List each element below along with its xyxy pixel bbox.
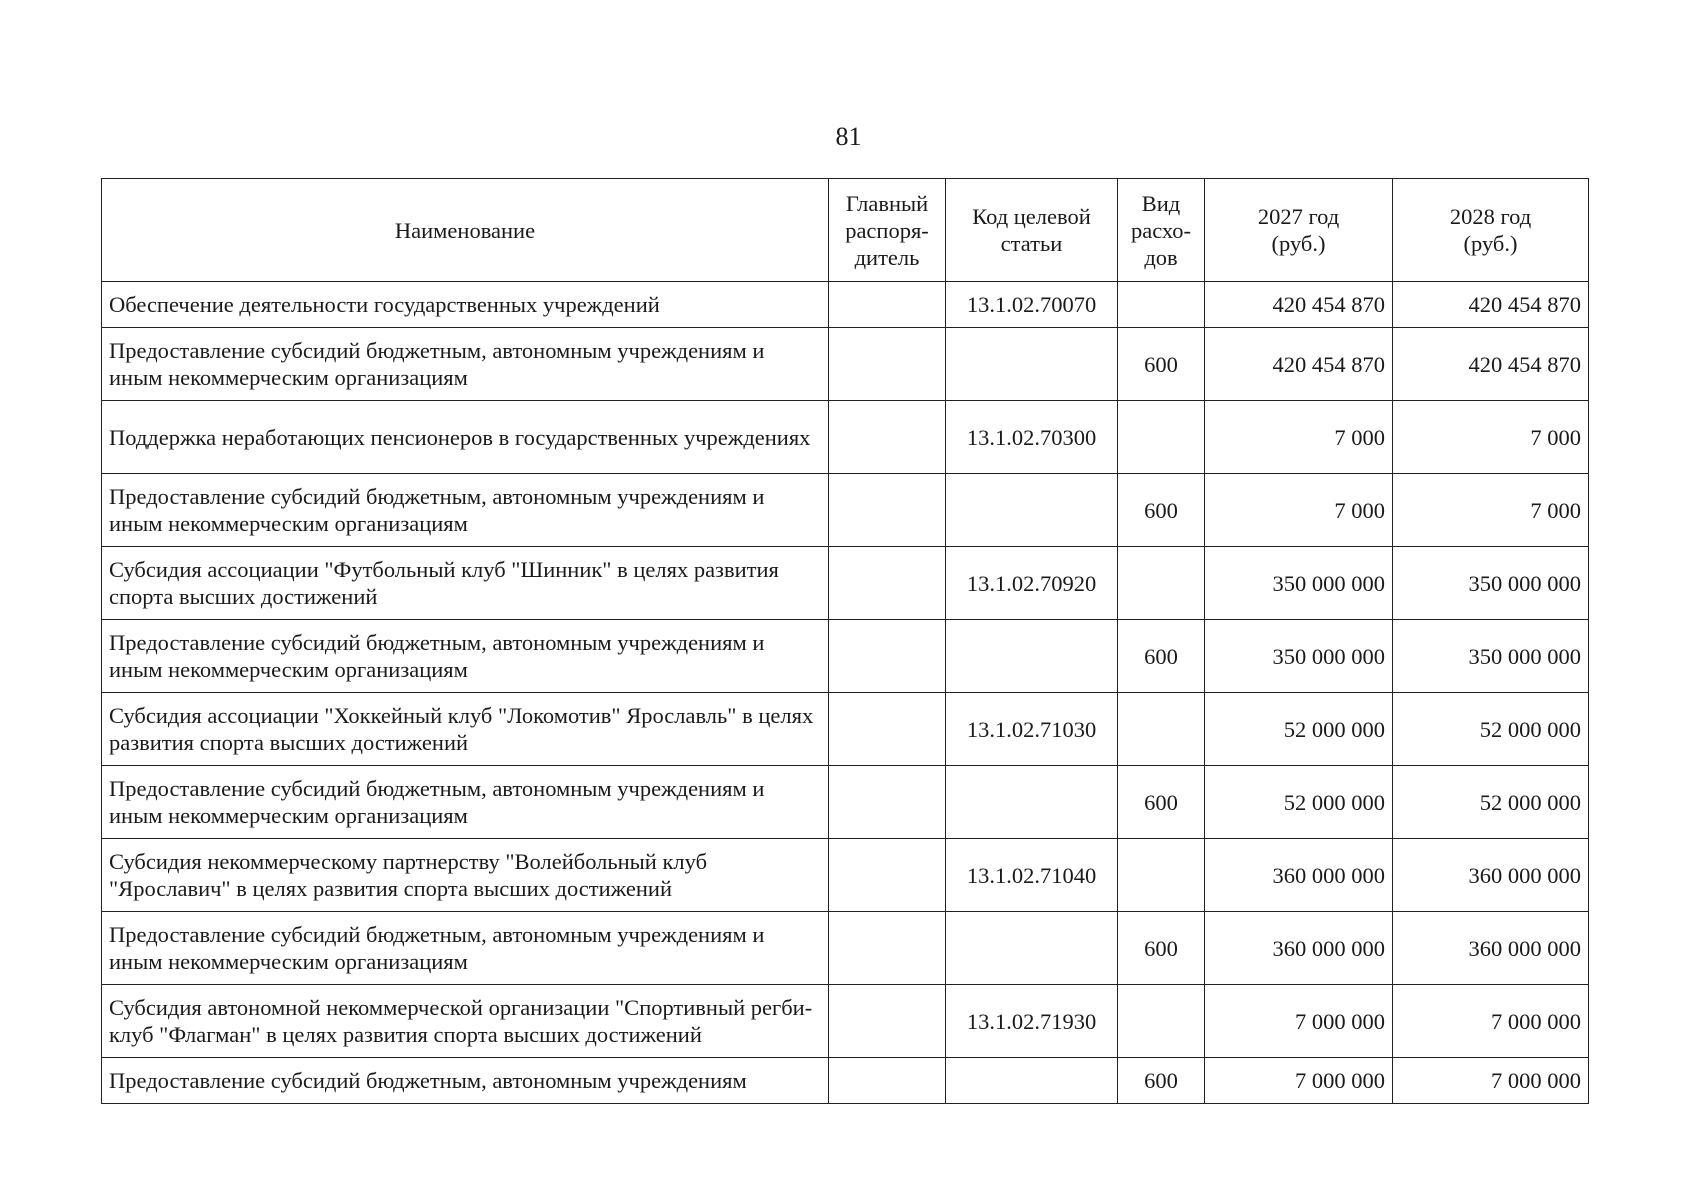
cell-name: Предоставление субсидий бюджетным, автономным учреждениям и иным некоммерческим организациям: [102, 474, 829, 547]
cell-name: Субсидия ассоциации "Хоккейный клуб "Локомотив" Ярославль" в целях развития спорта высших достижений: [102, 693, 829, 766]
cell-code: 13.1.02.70070: [946, 282, 1118, 328]
table-row: [102, 282, 1589, 328]
cell-name: Субсидия некоммерческому партнерству "Волейбольный клуб "Ярославич" в целях развития спорта высших достижений: [102, 839, 829, 912]
cell-type: 600: [1118, 766, 1205, 839]
header-code: Код целевой статьи: [946, 179, 1118, 282]
table-row: [102, 839, 1589, 912]
cell-manager: [829, 1058, 946, 1104]
cell-2027: 360 000 000: [1205, 839, 1393, 912]
cell-code: 13.1.02.71030: [946, 693, 1118, 766]
cell-manager: [829, 839, 946, 912]
cell-2027: 350 000 000: [1205, 547, 1393, 620]
table-row: [102, 547, 1589, 620]
table-row: [102, 693, 1589, 766]
cell-2028: 350 000 000: [1393, 620, 1589, 693]
cell-code: [946, 1058, 1118, 1104]
cell-code: [946, 328, 1118, 401]
header-2027: 2027 год (руб.): [1205, 179, 1393, 282]
header-2028: 2028 год (руб.): [1393, 179, 1589, 282]
cell-code: 13.1.02.70920: [946, 547, 1118, 620]
cell-2028: 7 000 000: [1393, 1058, 1589, 1104]
cell-2028: 360 000 000: [1393, 912, 1589, 985]
cell-code: 13.1.02.71040: [946, 839, 1118, 912]
page-number: 81: [835, 122, 862, 151]
cell-2028: 420 454 870: [1393, 328, 1589, 401]
cell-2028: 420 454 870: [1393, 282, 1589, 328]
cell-2028: 52 000 000: [1393, 693, 1589, 766]
cell-2027: 420 454 870: [1205, 328, 1393, 401]
cell-2027: 52 000 000: [1205, 693, 1393, 766]
cell-2027: 350 000 000: [1205, 620, 1393, 693]
cell-code: 13.1.02.70300: [946, 401, 1118, 474]
table-row: [102, 474, 1589, 547]
cell-manager: [829, 620, 946, 693]
cell-2027: 7 000 000: [1205, 985, 1393, 1058]
cell-manager: [829, 282, 946, 328]
cell-name: Предоставление субсидий бюджетным, автономным учреждениям и иным некоммерческим организациям: [102, 328, 829, 401]
cell-manager: [829, 693, 946, 766]
cell-name: Поддержка неработающих пенсионеров в государственных учреждениях: [102, 401, 829, 474]
cell-2027: 7 000: [1205, 401, 1393, 474]
cell-type: 600: [1118, 1058, 1205, 1104]
cell-2027: 420 454 870: [1205, 282, 1393, 328]
cell-manager: [829, 766, 946, 839]
cell-name: Предоставление субсидий бюджетным, автономным учреждениям: [102, 1058, 829, 1104]
header-name: Наименование: [102, 179, 829, 282]
table-row: [102, 401, 1589, 474]
cell-type: 600: [1118, 912, 1205, 985]
cell-2028: 7 000: [1393, 474, 1589, 547]
cell-2027: 7 000: [1205, 474, 1393, 547]
cell-manager: [829, 912, 946, 985]
cell-code: [946, 620, 1118, 693]
cell-name: Предоставление субсидий бюджетным, автономным учреждениям и иным некоммерческим организациям: [102, 766, 829, 839]
table-row: [102, 328, 1589, 401]
cell-2027: 360 000 000: [1205, 912, 1393, 985]
cell-type: [1118, 985, 1205, 1058]
table-row: [102, 985, 1589, 1058]
cell-name: Предоставление субсидий бюджетным, автономным учреждениям и иным некоммерческим организациям: [102, 912, 829, 985]
cell-type: [1118, 547, 1205, 620]
cell-manager: [829, 401, 946, 474]
cell-code: [946, 912, 1118, 985]
cell-name: Предоставление субсидий бюджетным, автономным учреждениям и иным некоммерческим организациям: [102, 620, 829, 693]
cell-2028: 360 000 000: [1393, 839, 1589, 912]
cell-2027: 7 000 000: [1205, 1058, 1393, 1104]
table-row: [102, 620, 1589, 693]
cell-type: 600: [1118, 328, 1205, 401]
cell-2028: 7 000 000: [1393, 985, 1589, 1058]
cell-type: [1118, 839, 1205, 912]
budget-table: [101, 178, 1589, 1104]
cell-manager: [829, 474, 946, 547]
table-row: [102, 912, 1589, 985]
cell-2027: 52 000 000: [1205, 766, 1393, 839]
cell-2028: 7 000: [1393, 401, 1589, 474]
cell-type: [1118, 401, 1205, 474]
cell-2028: 52 000 000: [1393, 766, 1589, 839]
cell-2028: 350 000 000: [1393, 547, 1589, 620]
cell-manager: [829, 328, 946, 401]
cell-code: [946, 766, 1118, 839]
cell-name: Субсидия ассоциации "Футбольный клуб "Шинник" в целях развития спорта высших достижений: [102, 547, 829, 620]
header-manager: Главный распоря- дитель: [829, 179, 946, 282]
table-row: [102, 1058, 1589, 1104]
cell-manager: [829, 547, 946, 620]
cell-type: [1118, 282, 1205, 328]
cell-type: 600: [1118, 474, 1205, 547]
table-header-row: [102, 179, 1589, 282]
cell-type: 600: [1118, 620, 1205, 693]
cell-code: [946, 474, 1118, 547]
cell-manager: [829, 985, 946, 1058]
cell-name: Субсидия автономной некоммерческой организации "Спортивный регби-клуб "Флагман" в целях развития спорта высших достижений: [102, 985, 829, 1058]
cell-code: 13.1.02.71930: [946, 985, 1118, 1058]
header-type: Вид расхо- дов: [1118, 179, 1205, 282]
cell-type: [1118, 693, 1205, 766]
cell-name: Обеспечение деятельности государственных учреждений: [102, 282, 829, 328]
table-row: [102, 766, 1589, 839]
